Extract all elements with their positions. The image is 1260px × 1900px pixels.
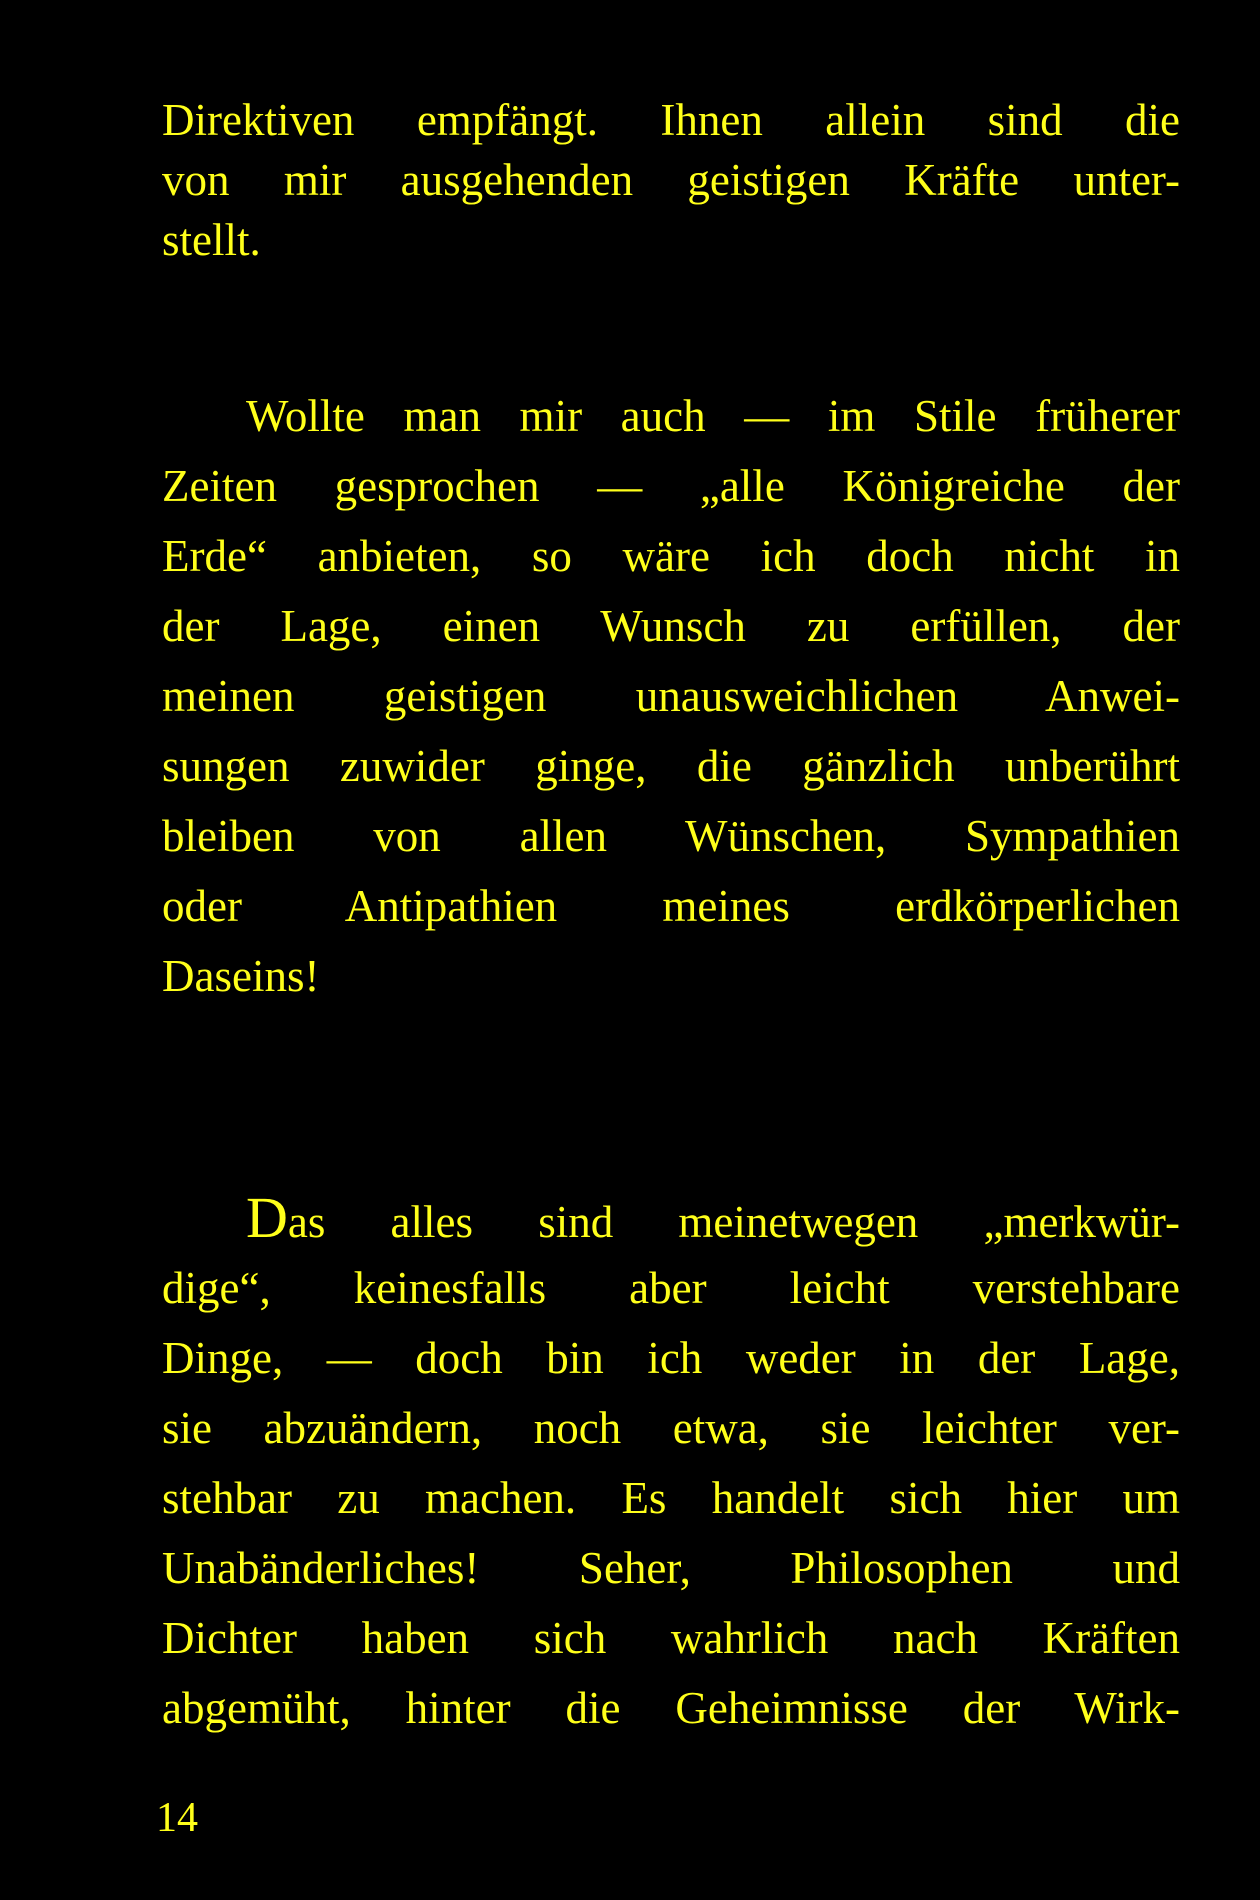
- page-number: 14: [156, 1795, 198, 1841]
- text-line: Direktiven empfängt. Ihnen allein sind die: [162, 95, 1180, 145]
- text-line: Dinge, — doch bin ich weder in der Lage,: [162, 1333, 1180, 1383]
- first-line-text: as alles sind meinetwegen „merkwür-: [287, 1197, 1180, 1247]
- text-line: Unabänderliches! Seher, Philosophen und: [162, 1543, 1180, 1593]
- text-line: oder Antipathien meines erdkörperlichen: [162, 881, 1180, 931]
- text-line: stehbar zu machen. Es handelt sich hier um: [162, 1473, 1180, 1523]
- text-line: bleiben von allen Wünschen, Sympathien: [162, 811, 1180, 861]
- text-line: sungen zuwider ginge, die gänzlich unberührt: [162, 741, 1180, 791]
- text-line: von mir ausgehenden geistigen Kräfte unter-: [162, 155, 1180, 205]
- text-line: Zeiten gesprochen — „alle Königreiche der: [162, 461, 1180, 511]
- text-line: Erde“ anbieten, so wäre ich doch nicht in: [162, 531, 1180, 581]
- text-line: Wollte man mir auch — im Stile früherer: [246, 391, 1180, 441]
- text-line: der Lage, einen Wunsch zu erfüllen, der: [162, 601, 1180, 651]
- text-line: stellt.: [162, 215, 261, 265]
- text-line: meinen geistigen unausweichlichen Anwei-: [162, 671, 1180, 721]
- text-line: Dichter haben sich wahrlich nach Kräften: [162, 1613, 1180, 1663]
- text-line: [246, 1185, 1180, 1250]
- text-line: sie abzuändern, noch etwa, sie leichter ver-: [162, 1403, 1180, 1453]
- drop-letter: D: [246, 1185, 288, 1250]
- text-line: abgemüht, hinter die Geheimnisse der Wirk-: [162, 1683, 1180, 1733]
- text-line: Daseins!: [162, 951, 320, 1001]
- text-line: dige“, keinesfalls aber leicht verstehbare: [162, 1263, 1180, 1313]
